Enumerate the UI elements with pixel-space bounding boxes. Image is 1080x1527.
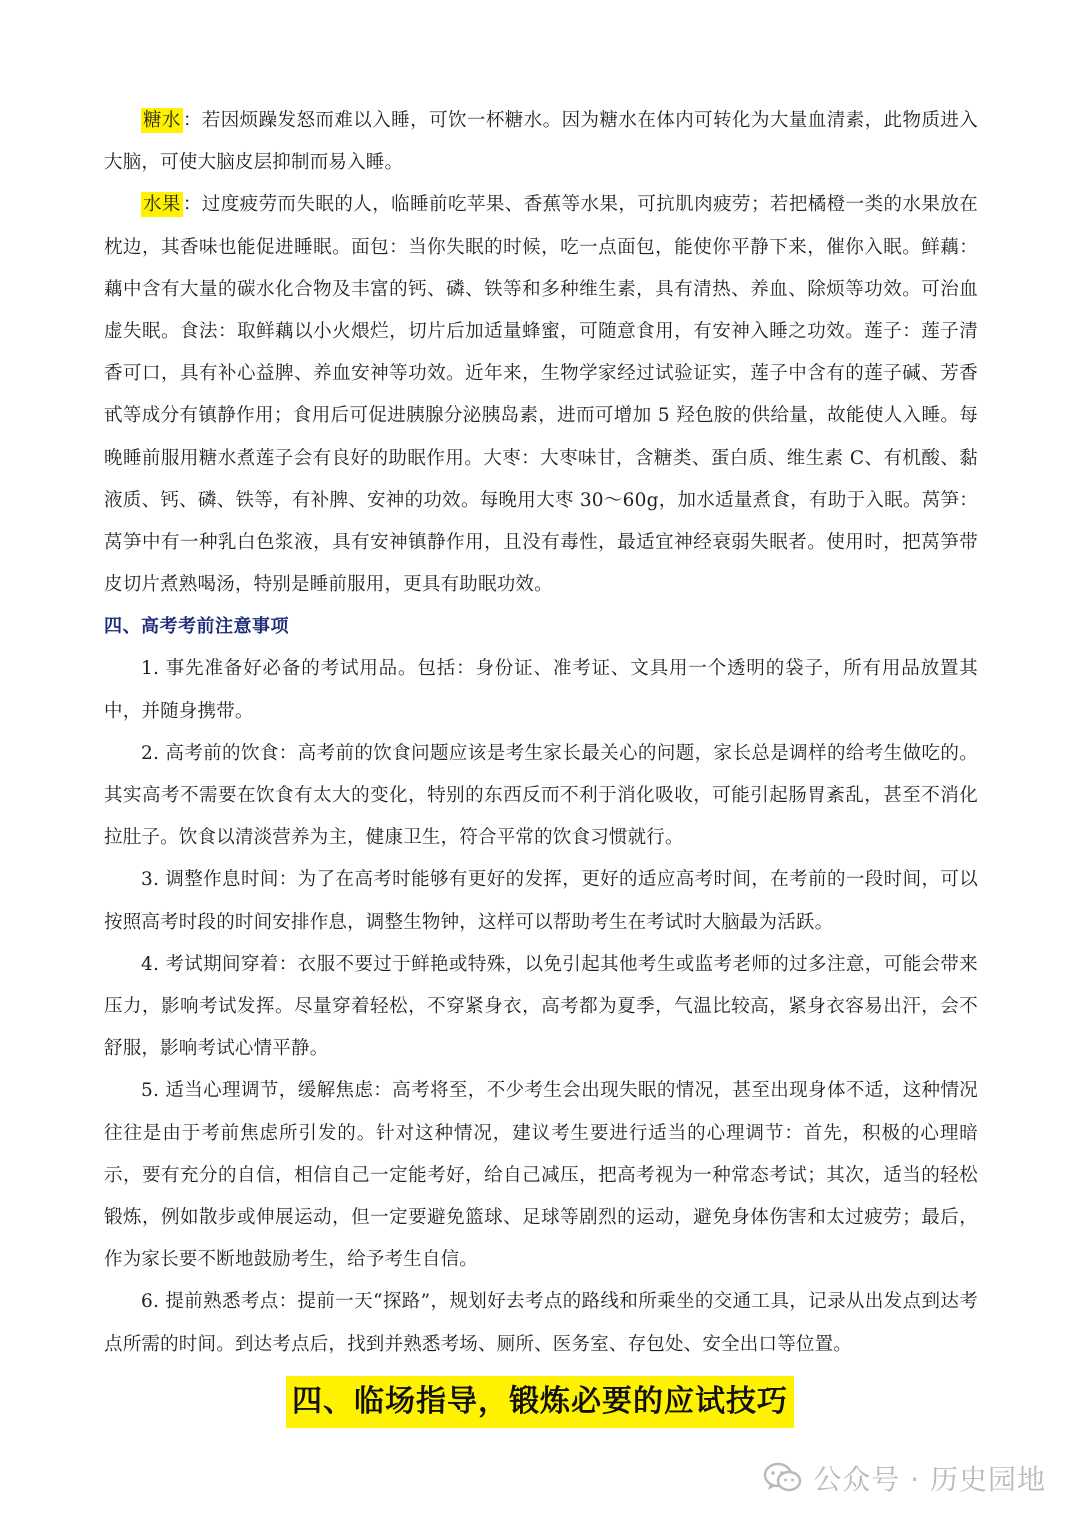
section-heading: 四、高考考前注意事项 [104, 616, 289, 638]
paragraph-sugar-water [104, 100, 978, 184]
banner-container [0, 1376, 1080, 1428]
highlight-term: 水果 [143, 194, 181, 216]
chapter-banner: 四、临场指导，锻炼必要的应试技巧 [286, 1376, 794, 1428]
list-item: 3. 调整作息时间：为了在高考时能够有更好的发挥，更好的适应高考时间，在考前的一段时间，可以按照高考时段的时间安排作息，调整生物钟，这样可以帮助考生在考试时大脑最为活跃。 [104, 869, 978, 933]
paragraph-fruit [104, 184, 978, 606]
paragraph-text: ：过度疲劳而失眠的人，临睡前吃苹果、香蕉等水果，可抗肌肉疲劳；若把橘橙一类的水果放在枕边，其香味也能促进睡眠。面包：当你失眠的时候，吃一点面包，能使你平静下来，催你入眠。鲜藕：藕中含有大量的碳水化合物及丰富的钙、磷、铁等和多种维生素，具有清热、养血、除烦等功效。可治血虚失眠。食法：取鲜藕以小火煨烂，切片后加适量蜂蜜，可随意食用，有安神入睡之功效。莲子：莲子清香可口，具有补心益脾、养血安神等功效。近年来，生物学家经过试验证实，莲子中含有的莲子碱、芳香甙等成分有镇静作用；食用后可促进胰腺分泌胰岛素，进而可增加 5 羟色胺的供给量，故能使人入睡。每晚睡前服用糖水煮莲子会有良好的助眠作用。大枣：大枣味甘，含糖类、蛋白质、维生素 C、有机酸、黏液质、钙、磷、铁等，有补脾、安神的功效。每晚用大枣 30～60g，加水适量煮食，有助于入眠。莴笋：莴笋中有一种乳白色浆液，具有安神镇静作用，且没有毒性，最适宜神经衰弱失眠者。使用时，把莴笋带皮切片煮熟喝汤，特别是睡前服用，更具有助眠功效。 [104, 194, 978, 596]
list-item: 1. 事先准备好必备的考试用品。包括：身份证、准考证、文具用一个透明的袋子，所有用品放置其中，并随身携带。 [104, 658, 978, 722]
watermark [763, 1458, 1046, 1498]
paragraph-text: ：若因烦躁发怒而难以入睡，可饮一杯糖水。因为糖水在体内可转化为大量血清素，此物质进入大脑，可使大脑皮层抑制而易入睡。 [104, 110, 978, 174]
watermark-text: 公众号 · 历史园地 [813, 1463, 1046, 1496]
wechat-icon [763, 1462, 803, 1494]
list-item: 2. 高考前的饮食：高考前的饮食问题应该是考生家长最关心的问题，家长总是调样的给考生做吃的。其实高考不需要在饮食有太大的变化，特别的东西反而不利于消化吸收，可能引起肠胃紊乱，甚至不消化拉肚子。饮食以清淡营养为主，健康卫生，符合平常的饮食习惯就行。 [104, 742, 978, 849]
highlight-term: 糖水 [143, 110, 181, 131]
list-item: 6. 提前熟悉考点：提前一天“探路”，规划好去考点的路线和所乘坐的交通工具，记录从出发点到达考点所需的时间。到达考点后，找到并熟悉考场、厕所、医务室、存包处、安全出口等位置。 [104, 1291, 978, 1355]
document-body [104, 100, 978, 1366]
list-item: 4. 考试期间穿着：衣服不要过于鲜艳或特殊，以免引起其他考生或监考老师的过多注意，可能会带来压力，影响考试发挥。尽量穿着轻松，不穿紧身衣，高考都为夏季，气温比较高，紧身衣容易出汗，会不舒服，影响考试心情平静。 [104, 953, 978, 1060]
list-item: 5. 适当心理调节，缓解焦虑：高考将至，不少考生会出现失眠的情况，甚至出现身体不适，这种情况往往是由于考前焦虑所引发的。针对这种情况，建议考生要进行适当的心理调节：首先，积极的心理暗示，要有充分的自信，相信自己一定能考好，给自己减压，把高考视为一种常态考试；其次，适当的轻松锻炼，例如散步或伸展运动，但一定要避免篮球、足球等剧烈的运动，避免身体伤害和太过疲劳；最后，作为家长要不断地鼓励考生，给予考生自信。 [104, 1080, 978, 1271]
